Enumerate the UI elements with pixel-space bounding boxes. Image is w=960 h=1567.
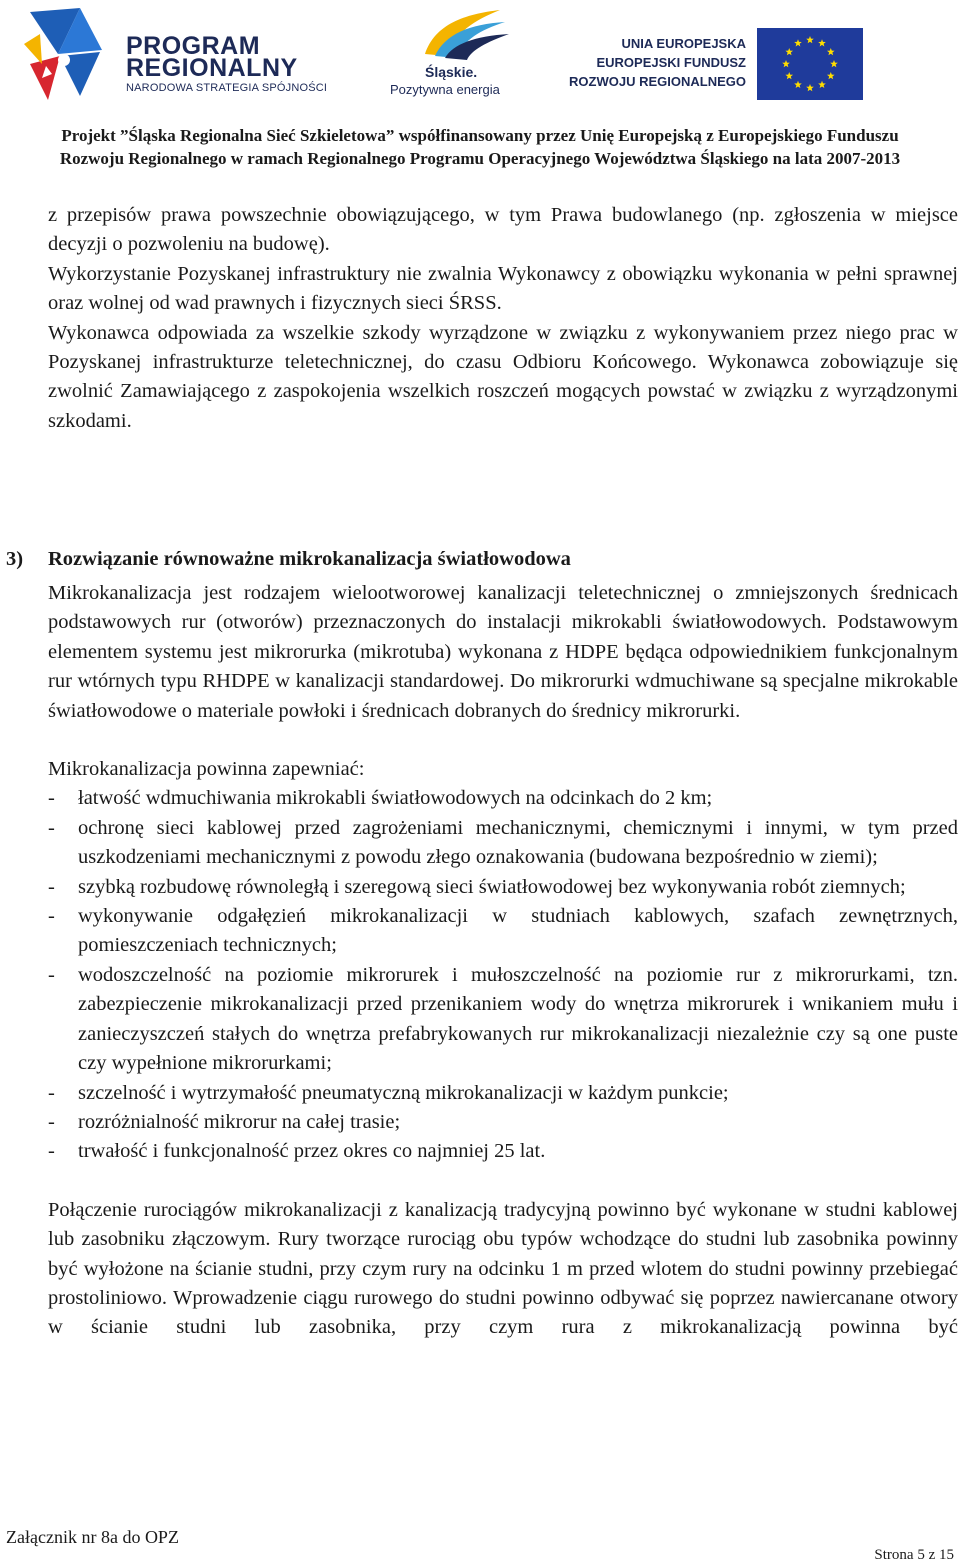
paragraph-5: Mikrokanalizacja powinna zapewniać: [48,758,365,781]
eu-star-icon [818,39,826,46]
document-body [48,201,958,436]
list-item [48,1079,958,1108]
slaskie-wave-icon [405,4,515,64]
requirements-list [48,784,958,1166]
eu-star-icon [827,48,835,55]
section-title: Rozwiązanie równoważne mikrokanalizacja światłowodowa [48,548,571,570]
project-line1: Projekt ”Śląska Regionalna Sieć Szkieletowa” współfinansowany przez Unię Europejską z Europejskiego Funduszu [61,126,899,145]
program-regionalny-logo [20,4,360,104]
list-item-text: trwałość i funkcjonalność przez okres co najmniej 25 lat. [78,1140,546,1163]
eu-line2: EUROPEJSKI FUNDUSZ [596,55,746,70]
slaskie-line1: Śląskie. [425,64,478,80]
program-regionalny-line1: PROGRAM [126,32,261,60]
list-dash: - [48,1110,55,1133]
eu-star-icon [785,48,793,55]
eu-star-icon [794,81,802,88]
paragraph-4: Mikrokanalizacja jest rodzajem wielootworowej kanalizacji teletechnicznej o zmniejszonych średnicach podstawowych rur (otworów) przeznaczonych do instalacji mikrokabli światłowodowych. Podstawowym elementem systemu jest mikrorurka (mikrotuba) wykonana z HDPE będąca odpowiednikiem funkcjonalnym rur wtórnych typu RHDPE w kanalizacji standardowej. Do mikrorurki wdmuchiwane są specjalne mikrokable światłowodowe o materiale powłoki i średnicach dobranych do średnicy mikrorurki. [48,582,958,722]
eu-fund-logo [566,24,866,104]
eu-star-icon [782,60,790,67]
program-regionalny-line2: REGIONALNY [126,54,298,82]
list-item-text: łatwość wdmuchiwania mikrokabli światłowodowych na odcinkach do 2 km; [78,787,713,810]
paragraph-1: z przepisów prawa powszechnie obowiązującego, w tym Prawa budowlanego (np. zgłoszenia w miejsce decyzji o pozwoleniu na budowę). [48,204,958,256]
eu-star-icon [818,81,826,88]
section-body [48,579,958,1343]
list-item-text: rozróżnialność mikrorur na całej trasie; [78,1110,401,1133]
program-regionalny-emblem-icon [20,4,120,104]
eu-flag-icon [757,28,863,100]
list-dash: - [48,816,55,839]
section-heading [6,545,571,574]
list-item-text: ochronę sieci kablowej przed zagrożeniami mechanicznymi, chemicznymi i innymi, w tym przed uszkodzeniami mechanicznymi z powodu złego oznakowania (budowana bezpośrednio w ziemi); [78,816,958,869]
list-item [48,814,958,873]
list-item [48,1108,958,1137]
list-dash: - [48,963,55,986]
project-line2: Rozwoju Regionalnego w ramach Regionalnego Programu Operacyjnego Województwa Śląskiego na lata 2007-2013 [59,149,901,168]
list-item [48,873,958,902]
paragraph-2: Wykorzystanie Pozyskanej infrastruktury nie zwalnia Wykonawcy z obowiązku wykonania w pełni sprawnej oraz wolnej od wad prawnych i fizycznych sieci ŚRSS. [48,262,958,315]
list-item [48,961,958,1079]
list-item-text: wykonywanie odgałęzień mikrokanalizacji w studniach kablowych, szafach zewnętrznych, pomieszczeniach technicznych; [78,905,958,957]
list-item [48,1137,958,1166]
list-dash: - [48,875,55,898]
section-number: 3) [6,548,24,570]
slaskie-line2: Pozytywna energia [390,82,500,97]
footer-attachment-label: Załącznik nr 8a do OPZ [6,1527,179,1547]
list-item-text: szybką rozbudowę równoległą i szeregową sieci światłowodowej bez wykonywania robót ziemnych; [78,875,906,898]
project-description [0,124,960,170]
slaskie-logo [385,4,535,104]
list-dash: - [48,1140,55,1163]
eu-star-icon [794,39,802,46]
eu-star-icon [785,72,793,79]
list-item-text: szczelność i wytrzymałość pneumatyczną mikrokanalizacji w każdym punkcie; [78,1081,729,1104]
list-item [48,902,958,961]
list-dash: - [48,787,55,810]
eu-line1: UNIA EUROPEJSKA [621,36,746,51]
list-dash: - [48,905,55,928]
list-item [48,784,958,813]
paragraph-6: Połączenie rurociągów mikrokanalizacji z kanalizacją tradycyjną powinno być wykonane w studni kablowej lub zasobniku złączowym. Rury tworzące rurociąg obu typów wchodzące do studni lub zasobnika powinny być wyłożone na ścianie studni, przy czym rury na odcinku 1 m przed wlotem do studni powinny przebiegać prostoliniowo. Wprowadzenie ciągu rurowego do studni powinno odbywać się poprzez nawiercanane otwory w ścianie studni lub zasobnika, przy czym rura z mikrokanalizacją powinna być [48,1198,958,1339]
eu-fund-text [566,34,746,91]
eu-line3: ROZWOJU REGIONALNEGO [569,74,746,89]
eu-star-icon [827,72,835,79]
list-item-text: wodoszczelność na poziomie mikrorurek i mułoszczelność na poziomie rur z mikrorurkami, tzn. zabezpieczenie mikrokanalizacji przed przenikaniem wody do wnętrza mikrorurek i wnikaniem mułu i zanieczyszczeń stałych do wnętrza prefabrykowanych rur mikrokanalizacji niezależnie czy są one puste czy wypełnione mikrorurkami; [78,963,958,1075]
paragraph-3: Wykonawca odpowiada za wszelkie szkody wyrządzone w związku z wykonywaniem przez niego prac w Pozyskanej infrastrukturze teletechnicznej, do czasu Odbioru Końcowego. Wykonawca zobowiązuje się zwolnić Zamawiającego z zaspokojenia wszelkich roszczeń mogących powstać w związku z wyrządzonymi szkodami. [48,321,958,432]
header-logos [0,0,960,110]
footer-page-number: Strona 5 z 15 [874,1547,954,1563]
program-regionalny-line3: NARODOWA STRATEGIA SPÓJNOŚCI [126,82,328,94]
eu-stars-icon [757,28,863,100]
eu-star-icon [830,60,838,67]
list-dash: - [48,1081,55,1104]
eu-star-icon [806,36,814,43]
eu-star-icon [806,84,814,91]
